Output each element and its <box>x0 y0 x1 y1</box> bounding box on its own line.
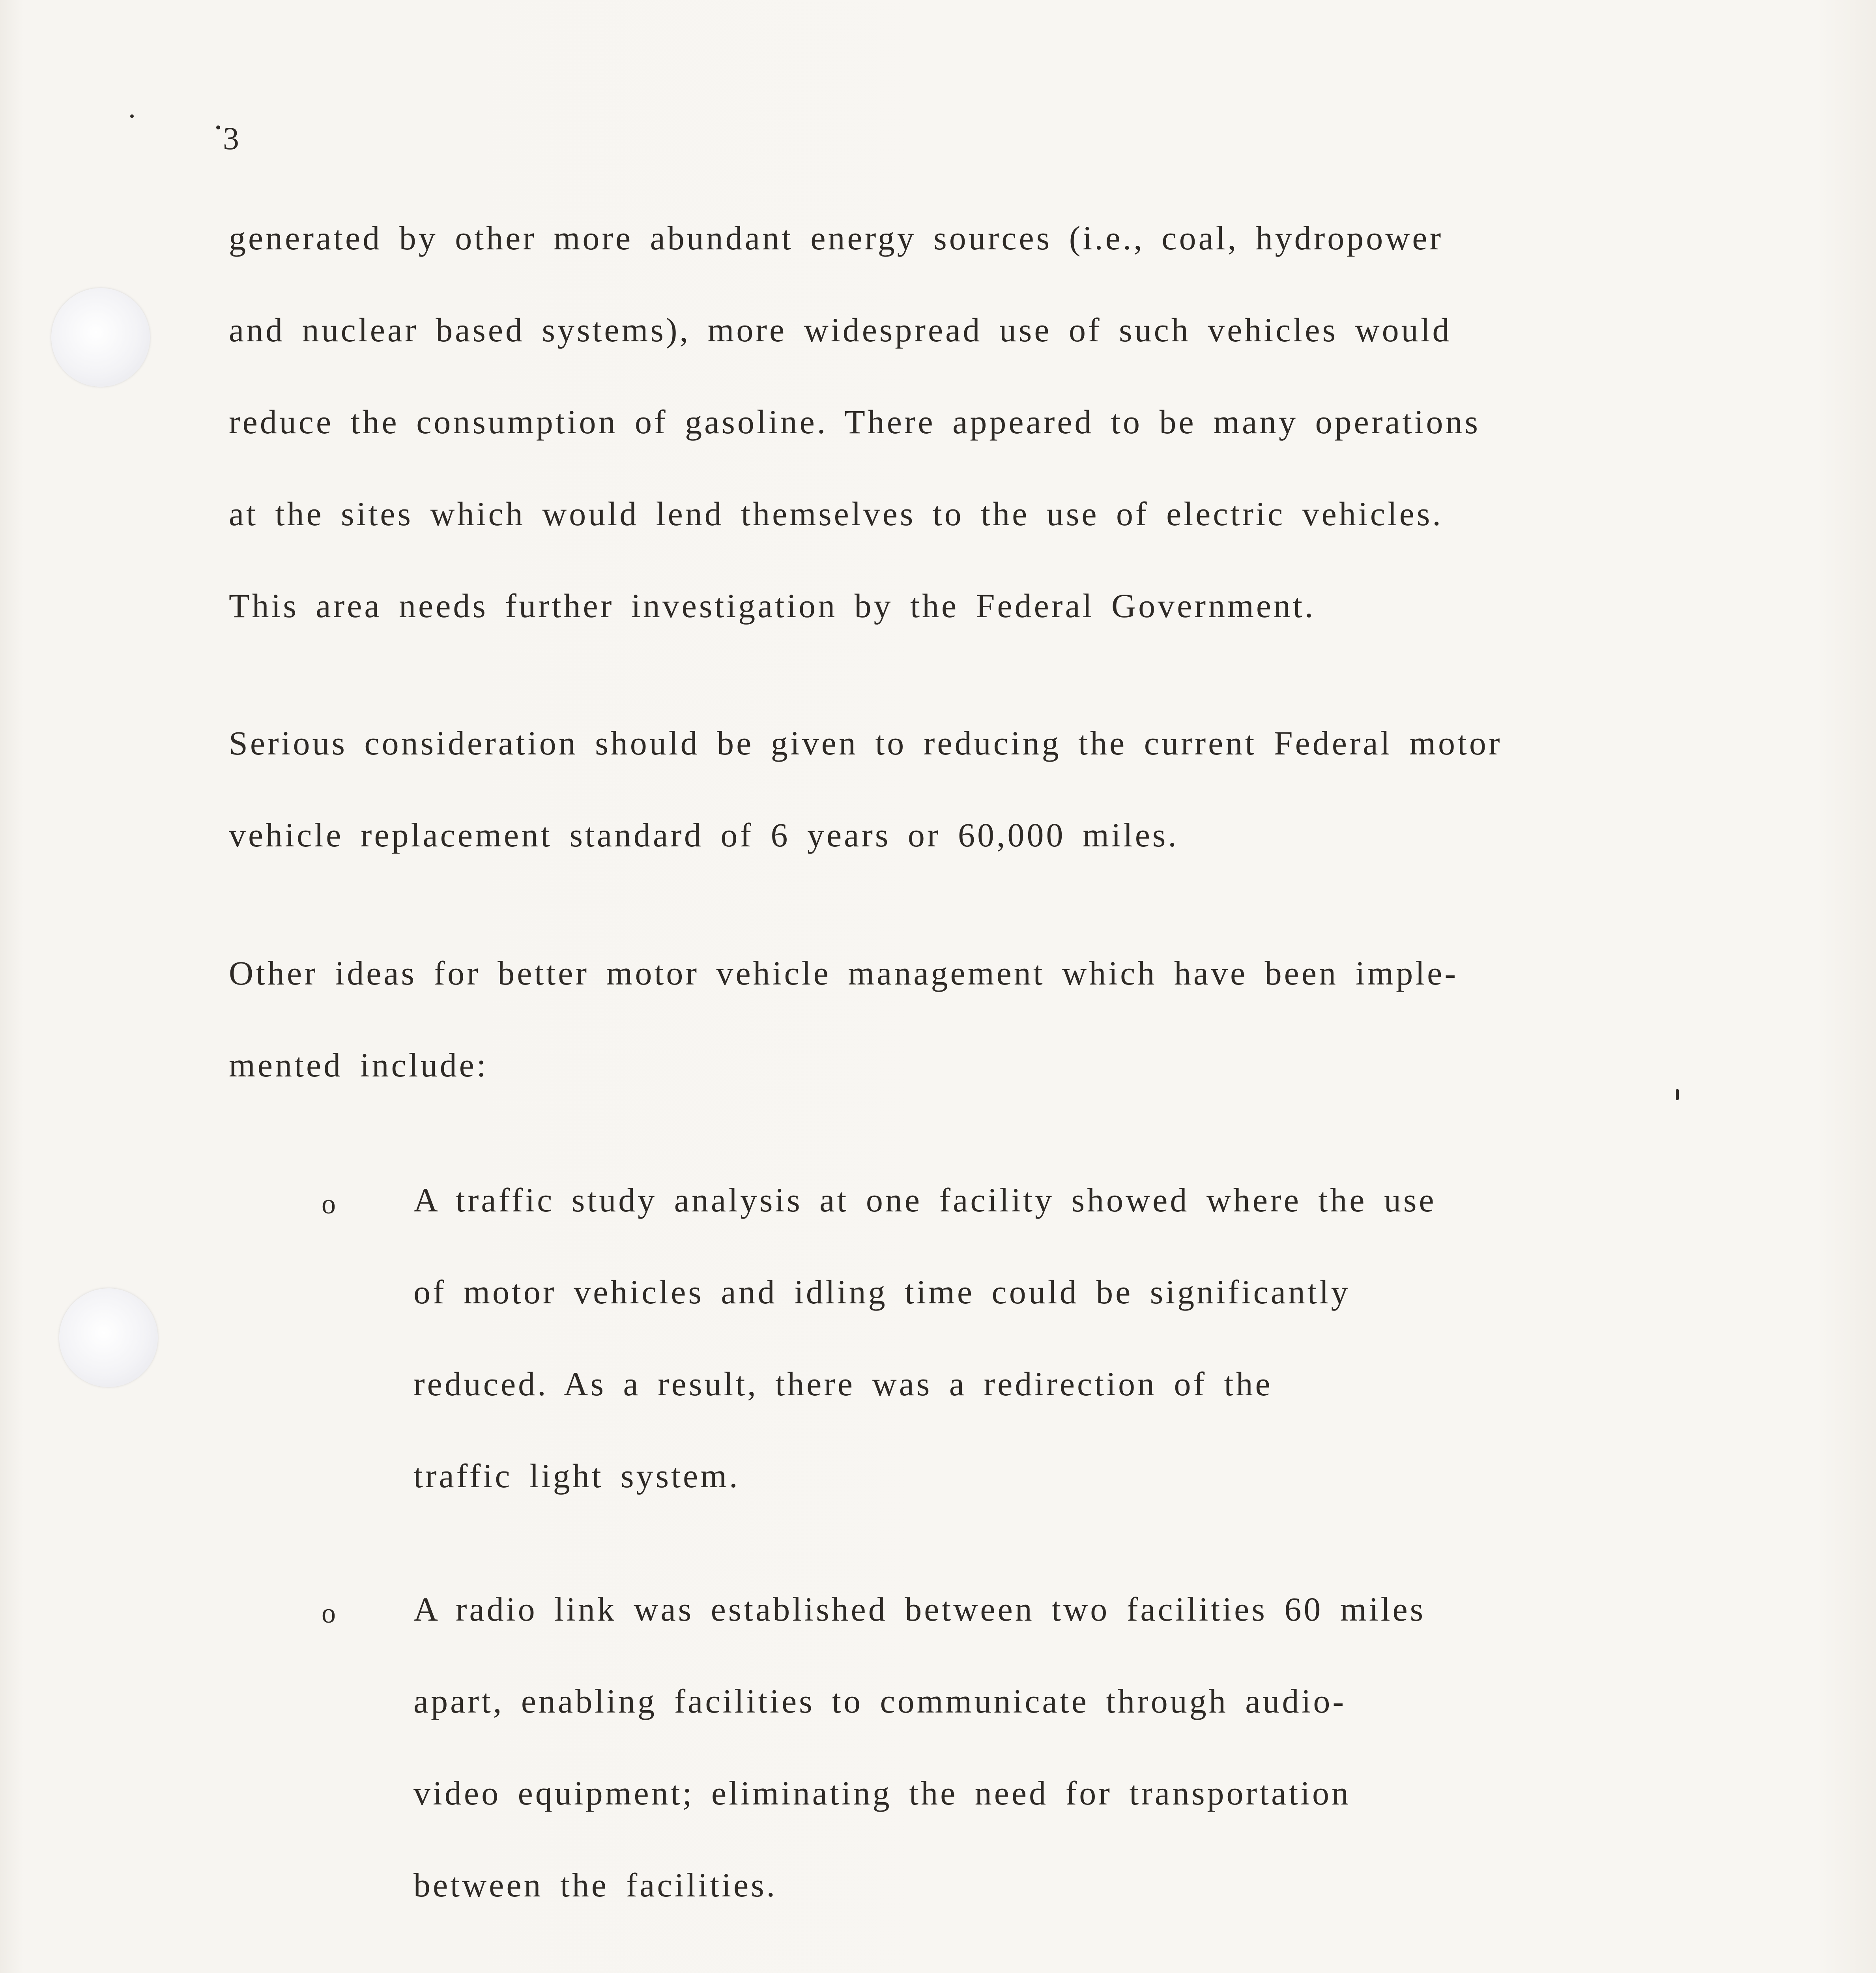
bullet-text-line: of motor vehicles and idling time could be significantly <box>413 1273 1350 1311</box>
punch-hole-top <box>51 288 150 387</box>
bullet-text-line: A traffic study analysis at one facility showed where the use <box>413 1181 1436 1219</box>
bullet-marker: o <box>322 1597 336 1629</box>
bullet-text-line: traffic light system. <box>413 1457 740 1495</box>
text-line: Serious consideration should be given to reducing the current Federal motor <box>229 724 1502 762</box>
text-line: and nuclear based systems), more widespread use of such vehicles would <box>229 311 1452 349</box>
text-line: vehicle replacement standard of 6 years or 60,000 miles. <box>229 816 1179 854</box>
text-line: at the sites which would lend themselves to the use of electric vehicles. <box>229 495 1443 533</box>
stray-mark <box>1676 1089 1679 1100</box>
bullet-text-line: between the facilities. <box>413 1866 778 1904</box>
stray-mark <box>216 125 220 129</box>
text-line: This area needs further investigation by the Federal Government. <box>229 587 1316 625</box>
bullet-marker: o <box>322 1188 336 1220</box>
bullet-text-line: A radio link was established between two facilities 60 miles <box>413 1590 1426 1628</box>
bullet-text-line: video equipment; eliminating the need for transportation <box>413 1774 1351 1812</box>
page-number: 3 <box>223 120 240 156</box>
punch-hole-middle <box>59 1288 158 1387</box>
text-line: reduce the consumption of gasoline. There appeared to be many operations <box>229 403 1480 441</box>
bullet-text-line: reduced. As a result, there was a redirection of the <box>413 1365 1273 1403</box>
stray-mark <box>130 114 134 118</box>
text-line: Other ideas for better motor vehicle management which have been imple- <box>229 954 1458 992</box>
bullet-text-line: apart, enabling facilities to communicate through audio- <box>413 1682 1346 1720</box>
text-line: generated by other more abundant energy sources (i.e., coal, hydropower <box>229 219 1444 257</box>
text-line: mented include: <box>229 1046 488 1084</box>
